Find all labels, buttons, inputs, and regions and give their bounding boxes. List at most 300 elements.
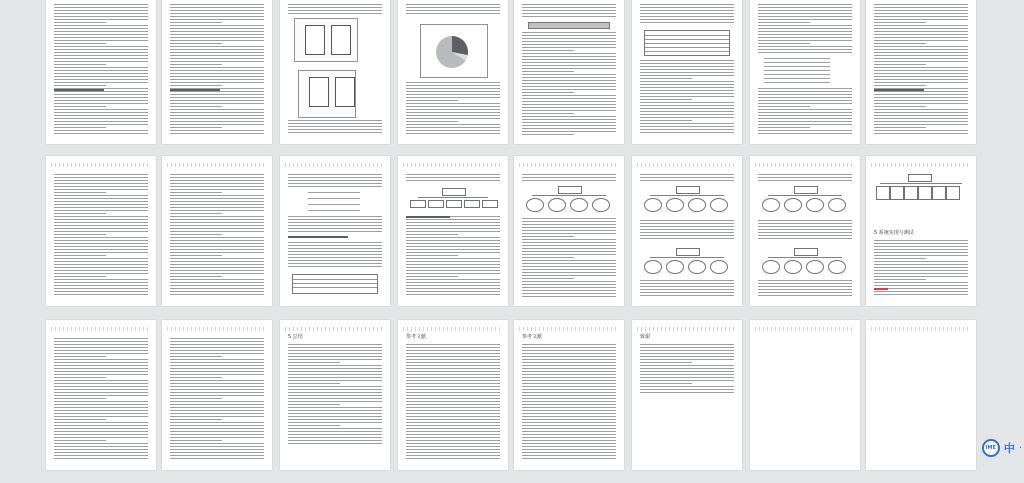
- text-line: [764, 70, 830, 71]
- diagram-node-oval: [762, 260, 780, 274]
- text-line: [288, 263, 382, 264]
- text-line: [54, 127, 106, 128]
- text-line: [758, 118, 852, 119]
- text-line: [406, 449, 500, 450]
- text-line: [874, 25, 968, 26]
- text-line: [522, 362, 616, 363]
- text-line: [640, 174, 734, 175]
- text-line: [170, 234, 222, 235]
- text-line: [54, 34, 148, 35]
- text-line: [170, 407, 264, 408]
- text-line: [522, 401, 616, 402]
- text-line: [758, 127, 810, 128]
- text-line: [874, 58, 968, 59]
- text-line: [640, 60, 734, 61]
- text-line: [522, 101, 616, 102]
- text-line: [170, 440, 222, 441]
- text-line: [170, 49, 264, 50]
- text-line: [874, 285, 968, 286]
- page-thumbnail[interactable]: [162, 156, 272, 306]
- text-line: [288, 245, 382, 246]
- text-line: [758, 7, 852, 8]
- text-line: [406, 362, 500, 363]
- text-line: [758, 43, 810, 44]
- text-line: [288, 347, 382, 348]
- text-line: [54, 70, 148, 71]
- text-line: [308, 204, 360, 205]
- text-line: [874, 37, 968, 38]
- text-line: [170, 82, 264, 83]
- text-line: [522, 50, 574, 51]
- page-section-title: 5 总结: [288, 334, 303, 340]
- text-line: [874, 243, 968, 244]
- page-thumbnail[interactable]: [514, 320, 624, 470]
- text-line: [522, 248, 616, 249]
- text-line: [54, 407, 148, 408]
- text-line: [54, 350, 148, 351]
- diagram-connector: [880, 183, 962, 184]
- text-line: [874, 112, 968, 113]
- diagram-node-oval: [548, 198, 566, 212]
- text-line: [170, 55, 264, 56]
- text-line: [170, 219, 264, 220]
- text-line: [406, 422, 500, 423]
- text-line: [406, 291, 500, 292]
- text-line: [406, 416, 500, 417]
- text-line: [406, 133, 500, 134]
- page-thumbnail[interactable]: [632, 156, 742, 306]
- text-line: [288, 374, 382, 375]
- text-line: [758, 88, 852, 89]
- text-line: [640, 4, 734, 5]
- text-line: [522, 449, 616, 450]
- text-line: [406, 219, 500, 220]
- text-line: [522, 47, 616, 48]
- text-line: [170, 291, 264, 292]
- text-line: [170, 222, 264, 223]
- text-line: [170, 133, 264, 134]
- diagram-node: [428, 200, 444, 208]
- diagram-node-oval: [592, 198, 610, 212]
- text-line: [288, 401, 382, 402]
- text-line: [170, 97, 264, 98]
- page-ruler: [871, 163, 971, 167]
- text-line: [522, 455, 616, 456]
- text-line: [406, 380, 500, 381]
- text-line: [288, 260, 382, 261]
- diagram-connector: [532, 195, 606, 196]
- text-line: [406, 88, 500, 89]
- page-thumbnail[interactable]: [46, 320, 156, 470]
- text-line: [54, 449, 148, 450]
- page-thumbnail[interactable]: [866, 320, 976, 470]
- text-line: [522, 293, 616, 294]
- diagram-node: [890, 186, 904, 200]
- text-line: [170, 428, 264, 429]
- text-line: [54, 380, 148, 381]
- section-heading-bar: [170, 89, 220, 91]
- text-line: [874, 91, 968, 92]
- text-line: [640, 72, 734, 73]
- page-ruler: [637, 163, 737, 167]
- diagram-node: [410, 200, 426, 208]
- text-line: [522, 251, 616, 252]
- text-line: [522, 95, 616, 96]
- table-rule: [645, 51, 729, 52]
- text-line: [522, 13, 616, 14]
- text-line: [522, 266, 616, 267]
- text-line: [758, 280, 852, 281]
- page-thumbnail[interactable]: [750, 0, 860, 144]
- page-ruler: [403, 163, 503, 167]
- text-line: [522, 425, 616, 426]
- page-ruler: [637, 327, 737, 331]
- diagram-node: [482, 200, 498, 208]
- text-line: [640, 365, 734, 366]
- text-line: [758, 130, 852, 131]
- diagram-node: [676, 248, 700, 256]
- text-line: [170, 28, 264, 29]
- ime-icon[interactable]: [982, 439, 1000, 457]
- language-indicator[interactable]: 中: [1003, 442, 1015, 455]
- text-line: [288, 410, 382, 411]
- text-line: [640, 389, 734, 390]
- text-line: [874, 55, 968, 56]
- page-thumbnail[interactable]: [750, 320, 860, 470]
- text-line: [170, 273, 264, 274]
- text-line: [170, 183, 264, 184]
- text-line: [54, 106, 106, 107]
- text-line: [54, 428, 148, 429]
- text-line: [874, 46, 968, 47]
- text-line: [170, 401, 264, 402]
- text-line: [308, 210, 360, 211]
- text-line: [406, 121, 458, 122]
- page-thumbnail[interactable]: [750, 156, 860, 306]
- text-line: [640, 117, 734, 118]
- page-thumbnail[interactable]: [514, 0, 624, 144]
- text-line: [874, 109, 968, 110]
- table-rule: [645, 39, 729, 40]
- text-line: [288, 242, 382, 243]
- text-line: [406, 383, 500, 384]
- text-line: [170, 22, 222, 23]
- text-line: [170, 118, 264, 119]
- text-line: [522, 350, 616, 351]
- text-line: [170, 458, 264, 459]
- text-line: [874, 13, 968, 14]
- text-line: [54, 121, 148, 122]
- text-line: [54, 112, 148, 113]
- page-thumbnail[interactable]: [632, 320, 742, 470]
- text-line: [54, 353, 148, 354]
- text-line: [522, 32, 616, 33]
- page-thumbnail[interactable]: [866, 156, 976, 306]
- text-line: [758, 226, 852, 227]
- text-line: [54, 225, 148, 226]
- text-line: [406, 398, 500, 399]
- text-line: [288, 359, 382, 360]
- text-line: [170, 347, 264, 348]
- text-line: [406, 243, 500, 244]
- text-line: [640, 7, 734, 8]
- diagram-node-oval: [644, 198, 662, 212]
- text-line: [170, 285, 264, 286]
- page-thumbnail[interactable]: [46, 0, 156, 144]
- text-line: [170, 58, 264, 59]
- text-line: [758, 91, 852, 92]
- text-line: [640, 235, 734, 236]
- text-line: [522, 242, 616, 243]
- text-line: [640, 114, 734, 115]
- text-line: [406, 407, 500, 408]
- text-line: [54, 288, 148, 289]
- text-line: [288, 4, 382, 5]
- text-line: [54, 419, 106, 420]
- table-rule: [293, 283, 377, 284]
- text-line: [170, 288, 264, 289]
- text-line: [640, 66, 734, 67]
- text-line: [406, 404, 500, 405]
- text-line: [54, 195, 148, 196]
- text-line: [764, 66, 830, 67]
- text-line: [288, 380, 382, 381]
- text-line: [170, 240, 264, 241]
- figure-box: [305, 25, 325, 55]
- text-line: [758, 289, 852, 290]
- text-line: [54, 22, 106, 23]
- text-line: [54, 124, 148, 125]
- text-line: [640, 356, 734, 357]
- text-line: [288, 392, 382, 393]
- text-line: [54, 28, 148, 29]
- text-line: [406, 115, 500, 116]
- text-line: [640, 22, 734, 23]
- text-line: [522, 38, 616, 39]
- diagram-node-oval: [688, 198, 706, 212]
- text-line: [406, 431, 500, 432]
- text-line: [54, 189, 148, 190]
- diagram-node: [464, 200, 480, 208]
- text-line: [54, 10, 148, 11]
- page-thumbnail[interactable]: [398, 320, 508, 470]
- text-line: [406, 392, 500, 393]
- text-line: [54, 273, 148, 274]
- text-line: [758, 97, 852, 98]
- page-thumbnail[interactable]: [46, 156, 156, 306]
- diagram-node: [876, 186, 890, 200]
- punctuation-indicator[interactable]: ·: [1018, 442, 1022, 454]
- text-line: [640, 105, 734, 106]
- text-line: [522, 224, 616, 225]
- text-line: [522, 452, 616, 453]
- text-line: [54, 362, 148, 363]
- text-line: [54, 374, 148, 375]
- text-line: [874, 294, 968, 295]
- text-line: [170, 180, 264, 181]
- text-line: [406, 109, 500, 110]
- text-line: [640, 359, 734, 360]
- text-line: [170, 350, 264, 351]
- text-line: [54, 458, 148, 459]
- text-line: [170, 34, 264, 35]
- diagram-node-oval: [710, 260, 728, 274]
- text-line: [640, 96, 734, 97]
- text-line: [874, 115, 968, 116]
- text-line: [170, 365, 264, 366]
- text-line: [288, 177, 382, 178]
- text-line: [170, 264, 264, 265]
- text-line: [764, 58, 830, 59]
- text-line: [406, 356, 500, 357]
- text-line: [406, 270, 500, 271]
- text-line: [874, 276, 968, 277]
- page-thumbnail[interactable]: [162, 320, 272, 470]
- text-line: [758, 46, 852, 47]
- text-line: [874, 246, 968, 247]
- text-line: [406, 455, 500, 456]
- text-line: [522, 392, 616, 393]
- text-line: [406, 112, 500, 113]
- text-line: [640, 223, 734, 224]
- page-thumbnail[interactable]: [162, 0, 272, 144]
- text-line: [406, 103, 500, 104]
- text-line: [522, 245, 616, 246]
- page-ruler: [285, 163, 385, 167]
- text-line: [522, 443, 616, 444]
- text-line: [522, 422, 616, 423]
- text-line: [874, 16, 968, 17]
- text-line: [640, 353, 734, 354]
- text-line: [522, 440, 616, 441]
- text-line: [170, 246, 264, 247]
- text-line: [522, 110, 616, 111]
- text-line: [406, 231, 500, 232]
- page-thumbnail[interactable]: [280, 0, 390, 144]
- diagram-node-oval: [828, 260, 846, 274]
- text-line: [288, 216, 382, 217]
- text-line: [522, 98, 616, 99]
- text-line: [54, 100, 148, 101]
- text-line: [170, 91, 264, 92]
- text-line: [640, 111, 734, 112]
- text-line: [170, 237, 264, 238]
- text-line: [288, 407, 382, 408]
- text-line: [54, 64, 106, 65]
- text-line: [406, 118, 500, 119]
- text-line: [170, 341, 264, 342]
- text-line: [758, 10, 852, 11]
- text-line: [170, 195, 264, 196]
- diagram-connector: [650, 195, 724, 196]
- text-line: [874, 67, 968, 68]
- text-line: [758, 28, 852, 29]
- text-line: [406, 377, 500, 378]
- text-line: [170, 452, 264, 453]
- page-section-title: 参考文献: [522, 334, 543, 340]
- page-thumbnail[interactable]: [398, 156, 508, 306]
- table-rule: [645, 43, 729, 44]
- text-line: [54, 404, 148, 405]
- text-line: [640, 177, 734, 178]
- text-line: [522, 80, 616, 81]
- text-line: [522, 92, 574, 93]
- text-line: [54, 37, 148, 38]
- text-line: [54, 338, 148, 339]
- text-line: [640, 93, 734, 94]
- text-line: [170, 46, 264, 47]
- text-line: [874, 130, 968, 131]
- diagram-node: [918, 186, 932, 200]
- page-thumbnail[interactable]: [280, 320, 390, 470]
- text-line: [640, 129, 734, 130]
- text-line: [874, 282, 968, 283]
- text-line: [170, 112, 264, 113]
- page-thumbnail[interactable]: [280, 156, 390, 306]
- text-line: [288, 443, 382, 444]
- page-thumbnail[interactable]: [514, 156, 624, 306]
- text-line: [54, 118, 148, 119]
- text-line: [522, 344, 616, 345]
- text-line: [54, 58, 148, 59]
- text-line: [170, 213, 222, 214]
- text-line: [288, 219, 382, 220]
- text-line: [54, 359, 148, 360]
- text-line: [54, 115, 148, 116]
- text-line: [54, 395, 148, 396]
- text-line: [522, 437, 616, 438]
- page-thumbnail[interactable]: [398, 0, 508, 144]
- page-section-title: 5 系统实现与测试: [874, 230, 914, 236]
- text-line: [288, 431, 382, 432]
- text-line: [522, 386, 616, 387]
- diagram-node: [442, 188, 466, 196]
- text-line: [170, 64, 222, 65]
- text-line: [170, 413, 264, 414]
- text-line: [54, 437, 148, 438]
- text-line: [54, 413, 148, 414]
- text-line: [288, 132, 382, 133]
- diagram-node: [558, 186, 582, 194]
- text-line: [758, 37, 852, 38]
- text-line: [54, 174, 148, 175]
- text-line: [758, 13, 852, 14]
- text-line: [170, 100, 264, 101]
- diagram-node-oval: [666, 260, 684, 274]
- ime-toolbar[interactable]: [982, 437, 1024, 459]
- text-line: [522, 368, 616, 369]
- text-line: [874, 121, 968, 122]
- table-rule: [645, 35, 729, 36]
- text-line: [54, 434, 148, 435]
- text-line: [874, 43, 926, 44]
- text-line: [640, 99, 692, 100]
- text-line: [54, 347, 148, 348]
- text-line: [170, 76, 264, 77]
- page-thumbnail[interactable]: [866, 0, 976, 144]
- text-line: [406, 282, 500, 283]
- text-line: [54, 443, 148, 444]
- text-line: [758, 229, 852, 230]
- text-line: [54, 210, 148, 211]
- text-line: [522, 134, 574, 135]
- text-line: [170, 216, 264, 217]
- text-line: [522, 128, 616, 129]
- text-line: [522, 359, 616, 360]
- text-line: [406, 237, 500, 238]
- page-thumbnail[interactable]: [632, 0, 742, 144]
- text-line: [522, 62, 616, 63]
